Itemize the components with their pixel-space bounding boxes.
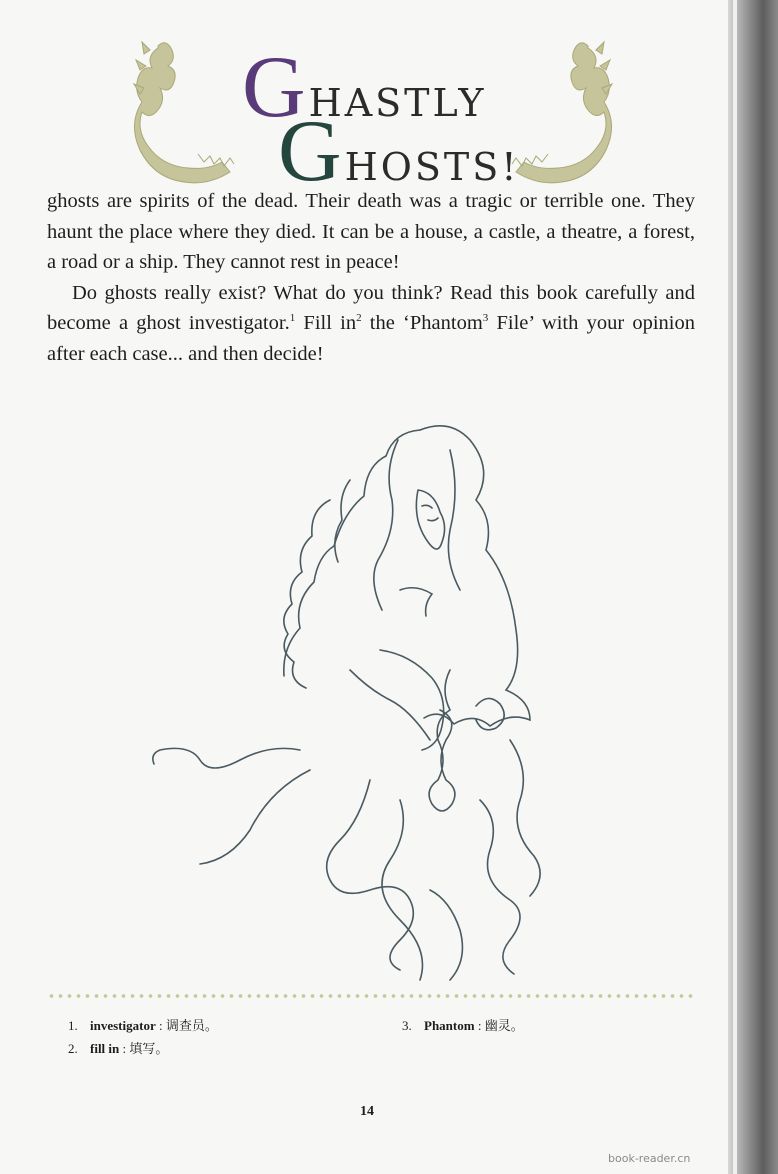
footnote-gloss: 幽灵。 (484, 1018, 524, 1033)
footnote-gloss: 填写。 (129, 1041, 169, 1056)
title-initial-2: G (278, 103, 345, 200)
footnote-separator: : (474, 1018, 485, 1033)
footnote-number: 2. (68, 1041, 78, 1056)
footnote-1 (68, 1015, 218, 1034)
page-edge (733, 0, 737, 1174)
footnote-term: investigator (90, 1018, 156, 1033)
paragraph-2-part-d: File’ with your opinion after each case... and then decide! (47, 312, 696, 365)
ghost-illustration-icon (150, 420, 570, 990)
footnote-term: fill in (90, 1041, 120, 1056)
dragon-left-icon (128, 36, 248, 186)
paragraph-2-part-b: Fill in (295, 312, 357, 334)
footnote-number: 1. (68, 1018, 78, 1033)
watermark: book-reader.cn (608, 1152, 691, 1165)
footnote-gloss: 调查员。 (165, 1018, 218, 1033)
paragraph-2 (47, 278, 695, 370)
paragraph-2-part-a: Do ghosts really exist? What do you think? Read this book carefully and become a ghost investigator. (47, 281, 695, 334)
footnote-ref-3: 3 (482, 312, 489, 325)
title-word-1: HASTLY (308, 81, 487, 125)
footnote-3 (402, 1015, 524, 1034)
body-text (47, 186, 695, 369)
page-number: 14 (360, 1104, 374, 1119)
footnote-separator: : (119, 1041, 130, 1056)
title-initial-1: G (242, 39, 309, 136)
footnote-separator: : (155, 1018, 166, 1033)
footnote-ref-2: 2 (356, 312, 362, 325)
footnote-number: 3. (402, 1018, 412, 1033)
paragraph-2-part-c: the ‘Phantom (361, 312, 483, 334)
footnote-term: Phantom (424, 1018, 475, 1033)
footnote-2 (68, 1038, 168, 1057)
footnote-divider (47, 993, 695, 999)
paragraph-1: ghosts are spirits of the dead. Their death was a tragic or terrible one. They haunt the place where they died. It can be a house, a castle, a theatre, a forest, a road or a ship. They cannot rest in peace! (47, 190, 695, 273)
title-word-2: HOSTS! (344, 145, 520, 189)
footnote-ref-1: 1 (289, 312, 296, 325)
chapter-header (120, 30, 630, 200)
